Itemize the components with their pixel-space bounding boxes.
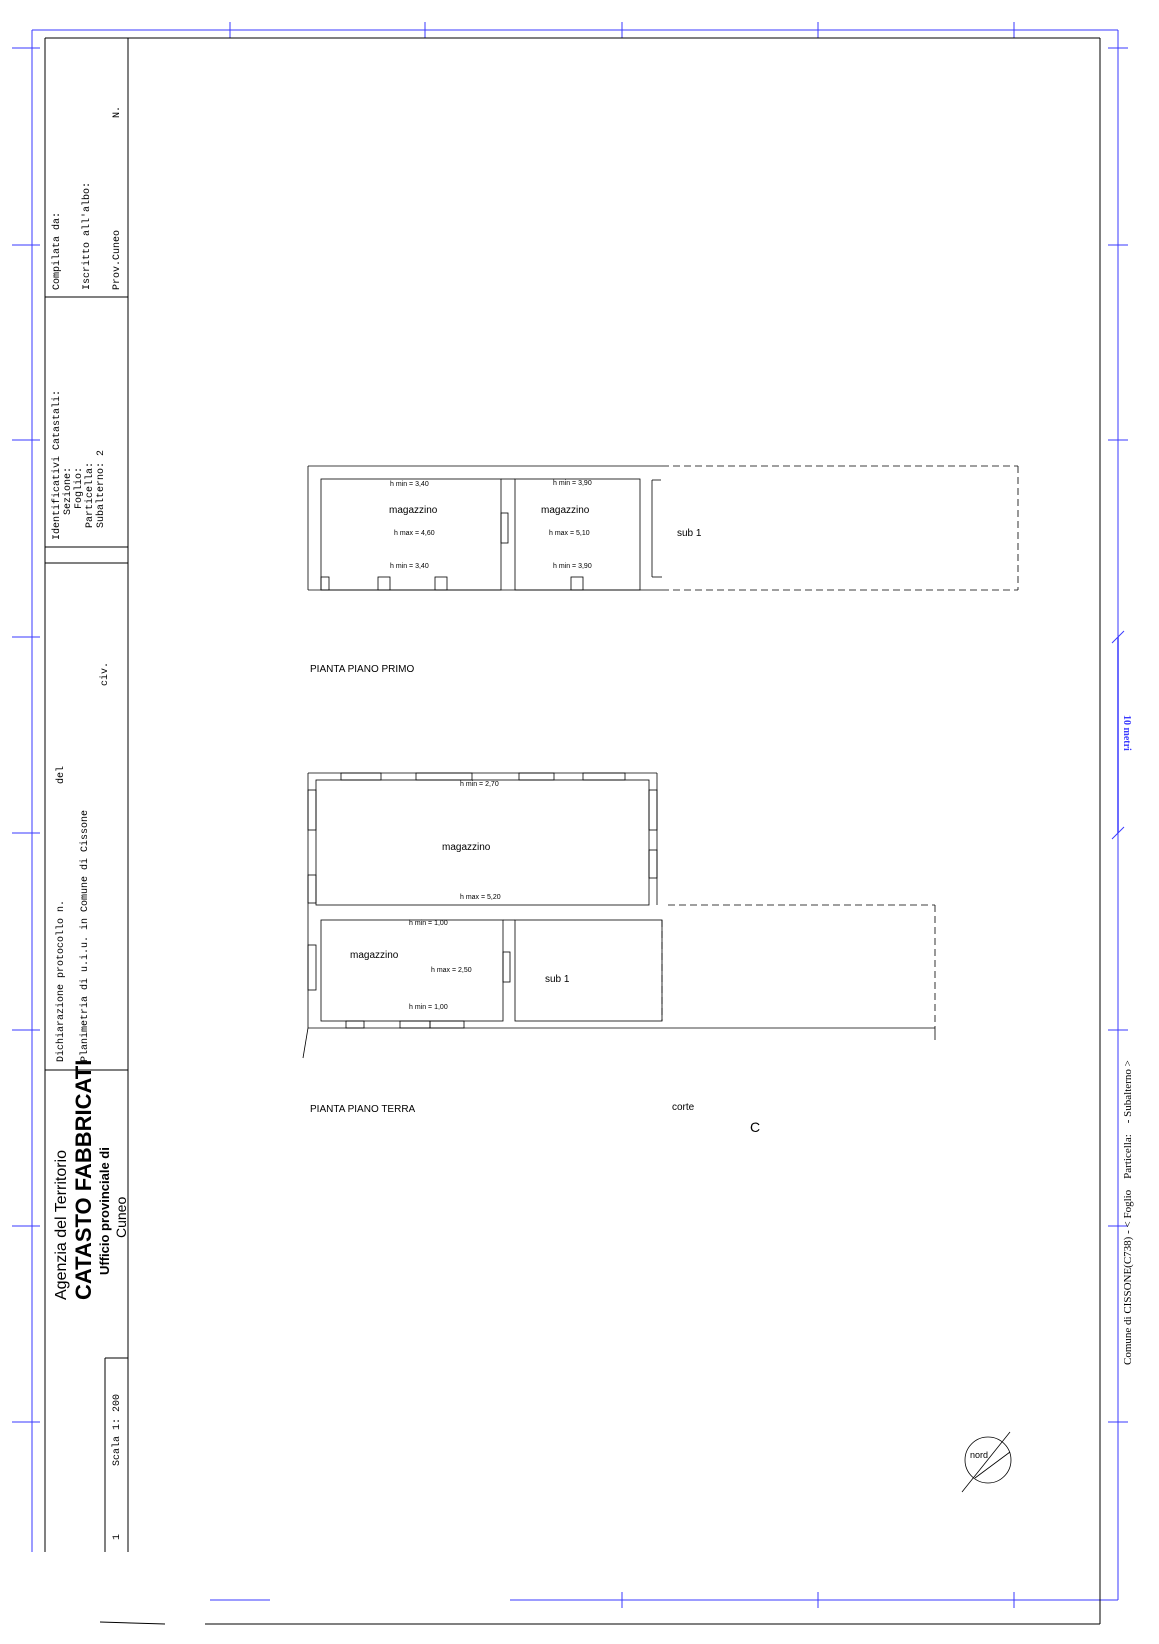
pt-room2-hmax: h max = 2,50 (431, 967, 472, 974)
pianta-piano-primo-label: PIANTA PIANO PRIMO (310, 664, 415, 675)
dichiarazione-line2: Planimetria di u.i.u. in Comune di Cissone (80, 809, 91, 1062)
catasto-title: CATASTO FABBRICATI (71, 1059, 96, 1300)
compilata-line2: Iscritto all'albo: (82, 181, 93, 290)
scala-label: Scala 1: 200 (112, 1393, 123, 1466)
c-label: C (750, 1119, 761, 1135)
pt-room1-hmax: h max = 5,20 (460, 894, 501, 901)
identificativi-title: Identificativi Catastali: (52, 389, 63, 540)
pianta-piano-terra-label: PIANTA PIANO TERRA (310, 1104, 416, 1115)
dichiarazione-del: del (56, 765, 67, 784)
ufficio-label: Ufficio provinciale di (97, 1147, 112, 1275)
civico-label: civ. (100, 661, 111, 686)
ufficio-citta: Cuneo (113, 1196, 129, 1238)
agency-name: Agenzia del Territorio (53, 1149, 70, 1300)
pp-room2-name: magazzino (541, 505, 590, 516)
footer-comune: Comune di CISSONE(C738) - < Foglio Particella: - Subalterno > (1122, 1060, 1134, 1365)
pp-sub-label: sub 1 (677, 528, 702, 539)
pp-room2-hmin-top: h min = 3,90 (553, 480, 592, 487)
pp-room1-hmin-bottom: h min = 3,40 (390, 563, 429, 570)
pt-room2-name: magazzino (350, 950, 399, 961)
pp-room2-hmax: h max = 5,10 (549, 530, 590, 537)
sezione-label: Sezione: (63, 466, 74, 515)
pp-room1-hmax: h max = 4,60 (394, 530, 435, 537)
pt-room2-hmin-bottom: h min = 1,00 (409, 1004, 448, 1011)
pt-room1-name: magazzino (442, 842, 491, 853)
scale-bar-label: 10 metri (1121, 715, 1132, 751)
compilata-n: N. (112, 105, 123, 118)
scheda-number: 1 (112, 1533, 123, 1540)
pp-room1-name: magazzino (389, 505, 438, 516)
foglio-label: Foglio: (74, 466, 85, 509)
corte-label: corte (672, 1102, 695, 1113)
pt-room1-hmin: h min = 2,70 (460, 781, 499, 788)
compilata-line1: Compilata da: (52, 211, 63, 290)
dichiarazione-line1 (56, 766, 67, 1062)
pt-sub-label: sub 1 (545, 974, 570, 985)
header-block (52, 1060, 130, 1300)
subalterno-label: Subalterno: 2 (96, 449, 107, 528)
pp-room2-hmin-bottom: h min = 3,90 (553, 563, 592, 570)
particella-label: Particella: (85, 461, 96, 528)
pt-room2-hmin-top: h min = 1,00 (409, 920, 448, 927)
identificativi-block (52, 390, 107, 540)
north-arrow-label: nord (970, 1450, 989, 1460)
pp-room1-hmin-top: h min = 3,40 (390, 481, 429, 488)
compilata-line3: Prov.Cuneo (112, 229, 123, 290)
dichiarazione-label: Dichiarazione protocollo n. (56, 899, 67, 1062)
